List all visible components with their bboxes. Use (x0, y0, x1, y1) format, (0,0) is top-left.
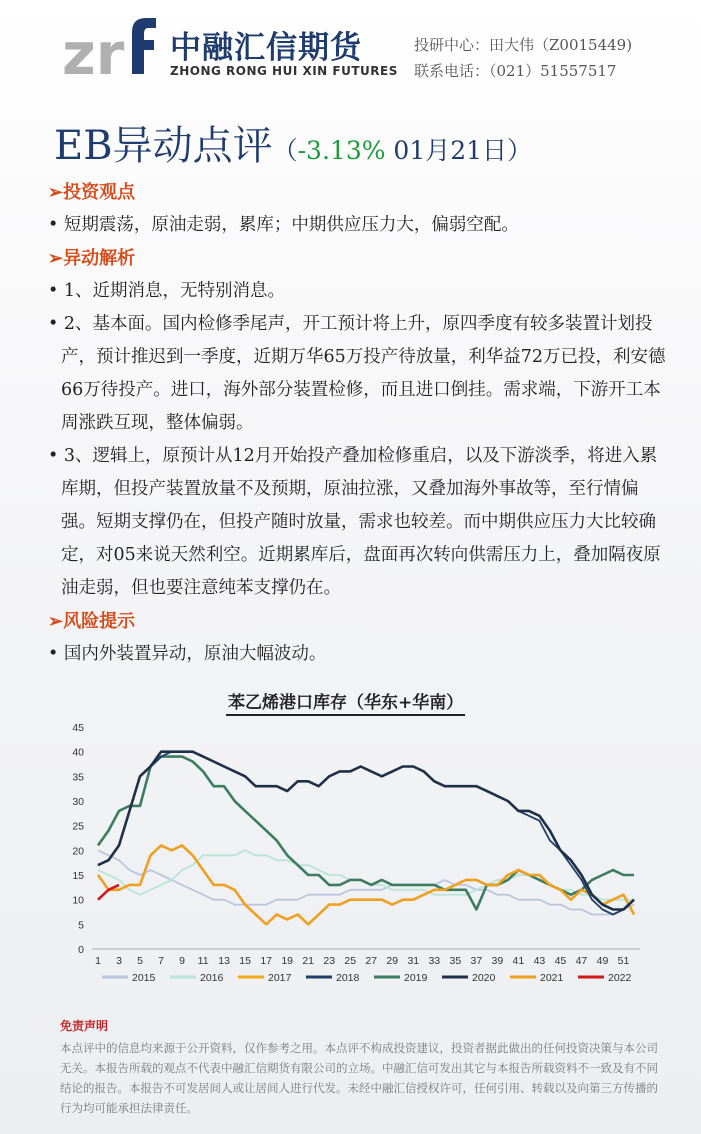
y-tick-label: 45 (72, 722, 84, 734)
y-tick-label: 20 (72, 845, 84, 858)
legend-label-2021: 2021 (540, 972, 564, 984)
x-tick-label: 15 (239, 955, 251, 967)
report-body (48, 176, 668, 671)
x-tick-label: 35 (449, 955, 462, 967)
x-tick-label: 29 (386, 955, 399, 967)
x-tick-label: 37 (470, 955, 483, 967)
legend-label-2017: 2017 (268, 972, 292, 984)
x-tick-label: 7 (158, 955, 164, 967)
x-tick-label: 39 (491, 955, 504, 967)
contact-block (414, 32, 632, 84)
x-tick-label: 1 (95, 955, 101, 967)
analyst-info: 投研中心：田大伟（Z0015449) (414, 36, 633, 54)
title-main: EB异动点评 (54, 123, 273, 169)
company-logo-icon (62, 12, 158, 80)
y-tick-label: 35 (72, 771, 84, 784)
y-tick-label: 40 (72, 746, 84, 759)
legend-label-2015: 2015 (132, 972, 156, 984)
series-line-2017 (98, 845, 634, 924)
y-tick-label: 10 (72, 894, 84, 907)
legend-label-2022: 2022 (608, 972, 632, 984)
analysis-point-3: • 3、逻辑上，原预计从12月开始投产叠加检修重启，以及下游淡季，将进入累库期，但投产装置放量不及预期，原油拉涨，又叠加海外事故等，至行情偏强。短期支撑仍在，但投产随时放量，需求也较差。而中期供应压力大比较确定，对05来说天然利空。近期累库后，盘面再次转向供需压力上，叠加隔夜原油走弱，但也要注意纯苯支撑仍在。 (48, 446, 661, 598)
y-tick-label: 15 (72, 870, 84, 882)
series-line-2022 (98, 885, 119, 900)
x-tick-label: 5 (137, 955, 143, 967)
x-tick-label: 31 (407, 955, 420, 967)
x-tick-label: 19 (281, 955, 294, 967)
analysis-point-1: • 1、近期消息，无特别消息。 (48, 281, 286, 301)
series-line-2021 (98, 845, 634, 924)
y-tick-label: 5 (78, 919, 84, 932)
view-text: • 短期震荡，原油走弱，累库；中期供应压力大，偏弱空配。 (48, 215, 519, 235)
analysis-point-2: • 2、基本面。国内检修季尾声，开工预计将上升，原四季度有较多装置计划投产，预计推迟到一季度，近期万华65万投产待放量，利华益72万已投，利安德66万待投产。进口，海外部分装置检修，而且进口倒挂。需求端，下游开工本周涨跌互现，整体偏弱。 (48, 314, 666, 433)
chart-title: 苯乙烯港口库存（华东+华南） (226, 688, 465, 716)
legend-label-2016: 2016 (200, 972, 224, 984)
x-tick-label: 45 (554, 955, 567, 967)
section-risk-title: ➢风险提示 (48, 611, 136, 632)
x-tick-label: 51 (617, 955, 630, 967)
y-tick-label: 0 (78, 944, 84, 956)
x-tick-label: 17 (260, 955, 273, 967)
y-tick-label: 30 (72, 796, 84, 808)
x-tick-label: 25 (344, 955, 357, 967)
section-analysis-title: ➢异动解析 (48, 248, 136, 269)
disclaimer-body: 本点评中的信息均来源于公开资料，仅作参考之用。本点评不构成投资建议，投资者据此做出的任何投资决策与本公司无关。本报告所载的观点不代表中融汇信期货有限公司的立场。中融汇信可发出其它与本报告所载资料不一致及有不同结论的报告。本报告不可发居间人或让居间人进行代发。未经中融汇信授权许可，任何引用、转载以及向第三方传播的行为均可能承担法律责任。 (60, 1041, 658, 1115)
risk-text: • 国内外装置异动，原油大幅波动。 (48, 644, 327, 664)
svg-text:zr: zr (62, 20, 125, 80)
x-tick-label: 3 (116, 955, 122, 967)
x-tick-label: 43 (533, 955, 546, 967)
legend-label-2020: 2020 (472, 972, 496, 984)
company-name-en: ZHONG RONG HUI XIN FUTURES (170, 64, 398, 78)
x-tick-label: 47 (575, 955, 588, 967)
legend-label-2018: 2018 (336, 972, 360, 984)
x-tick-label: 33 (428, 955, 441, 967)
x-tick-label: 13 (218, 955, 230, 967)
x-tick-label: 21 (302, 955, 315, 967)
section-view-title: ➢投资观点 (48, 182, 136, 203)
phone-info: 联系电话：（021）51557517 (414, 62, 617, 80)
x-tick-label: 9 (179, 955, 186, 967)
x-tick-label: 49 (596, 955, 609, 967)
inventory-line-chart (60, 716, 660, 986)
disclaimer (60, 1016, 660, 1118)
title-open: （ (272, 136, 298, 165)
x-tick-label: 23 (323, 955, 336, 967)
title-date: 01月21日） (385, 136, 533, 165)
disclaimer-title: 免责声明 (60, 1019, 109, 1033)
x-tick-label: 41 (512, 955, 525, 967)
legend-label-2019: 2019 (404, 972, 428, 984)
company-name-cn: 中融汇信期货 (170, 30, 362, 66)
series-line-2016 (98, 850, 634, 899)
y-tick-label: 25 (72, 820, 84, 833)
price-change: -3.13% (297, 136, 386, 165)
x-tick-label: 11 (197, 955, 209, 967)
x-tick-label: 27 (365, 955, 378, 967)
report-title (54, 114, 532, 168)
report-header (0, 0, 701, 100)
